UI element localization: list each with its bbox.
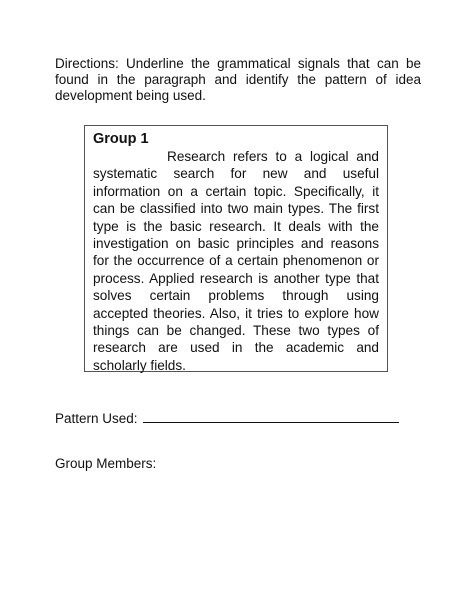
directions-text: Directions: Underline the grammatical signals that can be found in the paragraph and identify the pattern of idea development being used. — [55, 56, 421, 103]
pattern-answer-blank[interactable] — [143, 410, 399, 423]
group-paragraph: Research refers to a logical and systematic search for new and useful information on a certain topic. Specifically, it can be classified into two main types. The first type is the basic research. It deals with the investigation on basic principles and reasons for the occurrence of a certain phenomenon or process. Applied research is another type that solves certain problems through using accepted theories. Also, it tries to explore how things can be changed. These two types of research are used in the academic and scholarly fields. — [93, 149, 379, 373]
group-paragraph-box — [84, 125, 388, 372]
pattern-used-line — [55, 410, 399, 427]
group-members-label: Group Members: — [55, 456, 157, 471]
pattern-used-label: Pattern Used: — [55, 411, 138, 426]
group-title: Group 1 — [93, 131, 149, 147]
